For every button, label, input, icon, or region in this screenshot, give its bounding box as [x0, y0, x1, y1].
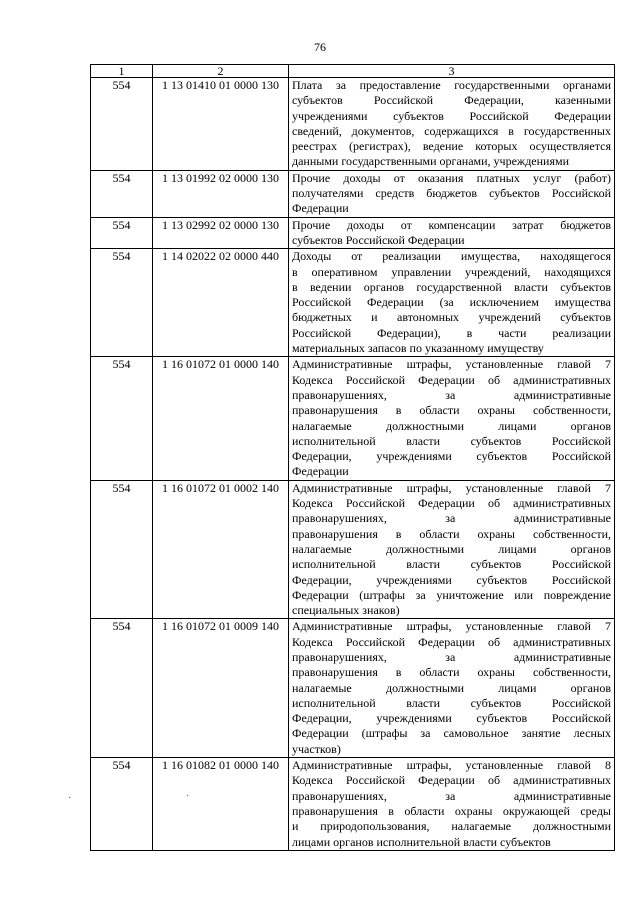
description-line: субъектов Российской Федерации, казенными [292, 93, 611, 108]
description-line: правонарушения в области охраны окружающей среды [292, 803, 611, 818]
description-line: правонарушения в области охраны собственности, [292, 526, 611, 541]
header-col-2: 2 [153, 65, 289, 78]
table-row [91, 170, 615, 217]
admin-code-cell: 554 [91, 357, 153, 480]
description-line: налагаемые должностными лицами органов [292, 418, 611, 433]
kbk-code-cell: 1 16 01072 01 0002 140 [153, 480, 289, 619]
description-cell [289, 78, 615, 171]
scan-artifact-dot: · [68, 793, 72, 804]
description-line: правонарушениях, за административные [292, 788, 611, 803]
admin-code-cell: 554 [91, 480, 153, 619]
revenue-codes-table [90, 64, 615, 851]
admin-code-cell: 554 [91, 78, 153, 171]
description-line: Административные штрафы, установленные главой 7 [292, 357, 611, 372]
description-line: налагаемые должностными лицами органов [292, 541, 611, 556]
table-header-row [91, 65, 615, 78]
description-line: лицами органов исполнительной власти субъектов [292, 834, 551, 849]
scan-artifact-dot: · [186, 791, 190, 802]
description-line: реестрах (регистрах), ведение которых осуществляется [292, 139, 611, 154]
description-line: получателями средств бюджетов субъектов Российской [292, 186, 611, 201]
kbk-code-cell: 1 13 02992 02 0000 130 [153, 217, 289, 249]
description-cell [289, 357, 615, 480]
description-line: данными государственными органами, учреждениями [292, 154, 570, 169]
description-line: правонарушениях, за административные [292, 649, 611, 664]
admin-code-cell: 554 [91, 170, 153, 217]
description-line: учреждениями субъектов Российской Федерации [292, 108, 611, 123]
description-line: Федерации [292, 201, 349, 216]
table-row [91, 217, 615, 249]
table-row [91, 758, 615, 851]
description-line: Административные штрафы, установленные главой 7 [292, 619, 611, 634]
admin-code-cell: 554 [91, 758, 153, 851]
kbk-code-cell: 1 13 01410 01 0000 130 [153, 78, 289, 171]
description-line: субъектов Российской Федерации [292, 232, 465, 247]
description-line: Административные штрафы, установленные главой 8 [292, 758, 611, 773]
description-line: Кодекса Российской Федерации об административных [292, 372, 611, 387]
description-line: правонарушениях, за административные [292, 511, 611, 526]
description-line: Федерации (штрафы за самовольное занятие лесных [292, 726, 611, 741]
description-line: исполнительной власти субъектов Российской [292, 433, 611, 448]
description-line: Федерации, учреждениями субъектов Российской [292, 572, 611, 587]
header-col-1: 1 [91, 65, 153, 78]
description-line: Федерации [292, 464, 349, 479]
description-line: в ведении органов государственной власти субъектов [292, 279, 611, 294]
description-line: исполнительной власти субъектов Российской [292, 695, 611, 710]
description-line: Административные штрафы, установленные главой 7 [292, 480, 611, 495]
description-line: Прочие доходы от оказания платных услуг (работ) [292, 170, 611, 185]
page-number: 76 [314, 40, 326, 54]
description-line: в оперативном управлении учреждений, находящихся [292, 264, 611, 279]
description-line: Кодекса Российской Федерации об административных [292, 634, 611, 649]
table-row [91, 249, 615, 357]
description-cell [289, 217, 615, 249]
table-body [91, 78, 615, 851]
description-line: правонарушения в области охраны собственности, [292, 665, 611, 680]
table-row [91, 480, 615, 619]
admin-code-cell: 554 [91, 217, 153, 249]
kbk-code-cell: 1 13 01992 02 0000 130 [153, 170, 289, 217]
description-line: Федерации, учреждениями субъектов Российской [292, 711, 611, 726]
description-line: Федерации (штрафы за уничтожение или повреждение [292, 587, 611, 602]
kbk-code-cell: 1 16 01082 01 0000 140 [153, 758, 289, 851]
header-col-3: 3 [289, 65, 615, 78]
description-line: Федерации, учреждениями субъектов Российской [292, 449, 611, 464]
description-line: исполнительной власти субъектов Российской [292, 557, 611, 572]
description-cell [289, 170, 615, 217]
description-cell [289, 758, 615, 851]
description-line: Российской Федерации), в части реализации [292, 325, 611, 340]
description-line: Прочие доходы от компенсации затрат бюджетов [292, 217, 611, 232]
description-line: Плата за предоставление государственными органами [292, 78, 611, 92]
description-line: правонарушения в области охраны собственности, [292, 403, 611, 418]
description-line: Кодекса Российской Федерации об административных [292, 496, 611, 511]
description-cell [289, 480, 615, 619]
admin-code-cell: 554 [91, 249, 153, 357]
description-cell [289, 619, 615, 758]
description-line: специальных знаков) [292, 603, 400, 618]
description-line: Кодекса Российской Федерации об административных [292, 773, 611, 788]
description-line: сведений, документов, содержащихся в государственных [292, 123, 611, 138]
description-line: налагаемые должностными лицами органов [292, 680, 611, 695]
description-cell [289, 249, 615, 357]
description-line: Российской Федерации (за исключением имущества [292, 295, 611, 310]
description-line: бюджетных и автономных учреждений субъектов [292, 310, 611, 325]
description-line: и природопользования, налагаемые должностными [292, 819, 611, 834]
table-row [91, 619, 615, 758]
admin-code-cell: 554 [91, 619, 153, 758]
kbk-code-cell: 1 16 01072 01 0000 140 [153, 357, 289, 480]
table-row [91, 357, 615, 480]
description-line: правонарушениях, за административные [292, 387, 611, 402]
description-line: Доходы от реализации имущества, находящегося [292, 249, 611, 264]
description-line: материальных запасов по указанному имуществу [292, 341, 544, 356]
description-line: участков) [292, 741, 341, 756]
kbk-code-cell: 1 16 01072 01 0009 140 [153, 619, 289, 758]
table-row [91, 78, 615, 171]
kbk-code-cell: 1 14 02022 02 0000 440 [153, 249, 289, 357]
